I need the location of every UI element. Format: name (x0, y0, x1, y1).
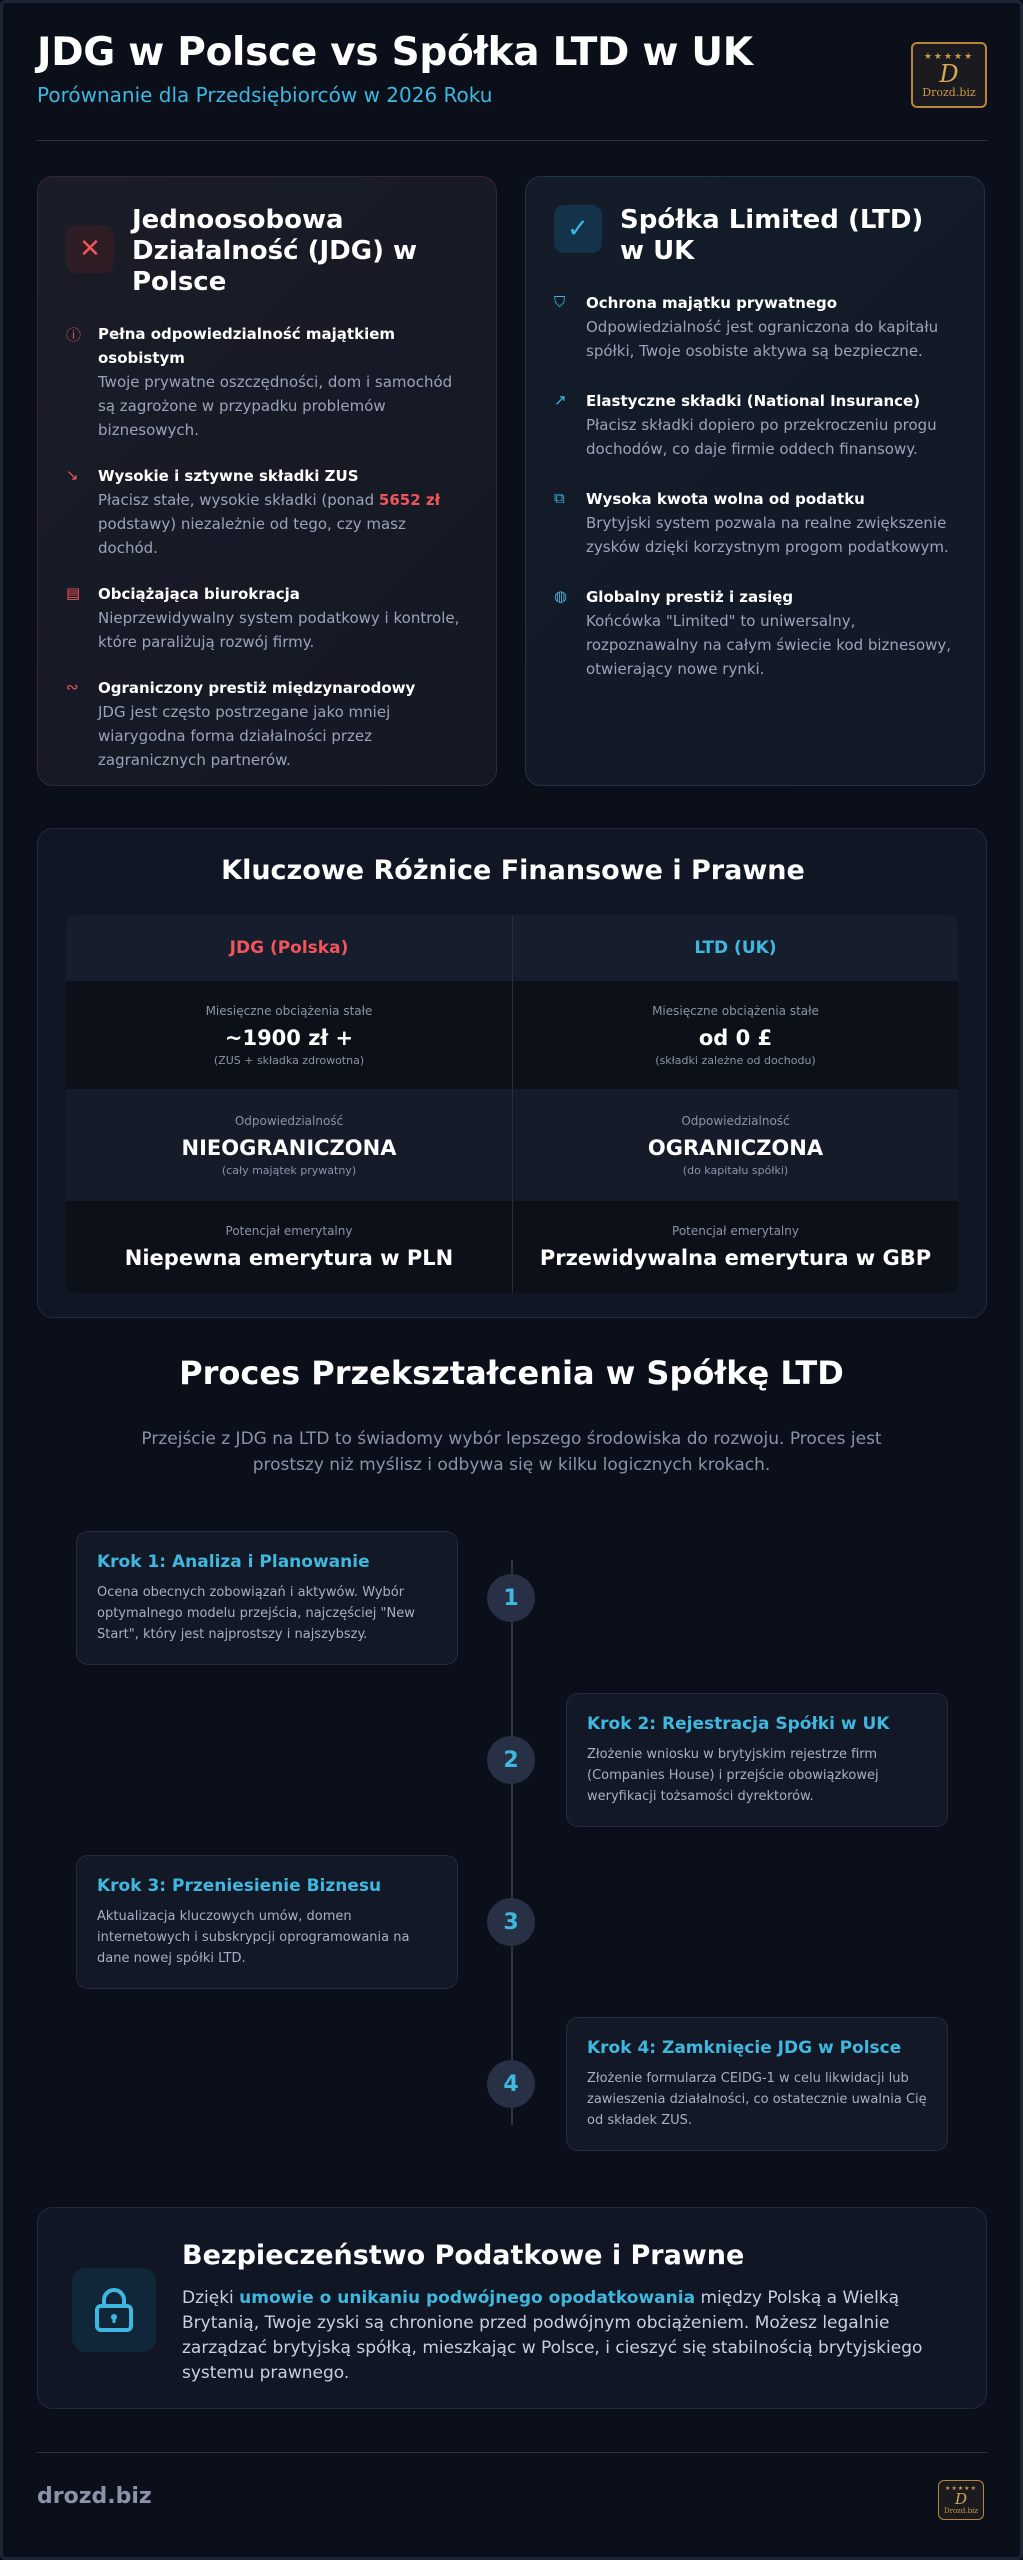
cell-value: Przewidywalna emerytura w GBP (539, 1246, 932, 1270)
cell-value: OGRANICZONA (647, 1135, 824, 1160)
table-cell (512, 1089, 958, 1201)
step-card (76, 1531, 458, 1665)
logo-stars-icon: ★★★★★ (923, 51, 975, 62)
table-header-cell (512, 915, 958, 981)
ltd-item-desc: Płacisz składki dopiero po przekroczeniu progu dochodów, co daje firmie oddech finansowy. (586, 416, 937, 458)
desc-text: podstawy) niezależnie od tego, czy masz dochód. (98, 515, 406, 557)
cell-value: ~1900 zł + (224, 1025, 354, 1050)
brand-logo (911, 42, 987, 108)
desc-text: Dzięki (182, 2288, 240, 2308)
step-title: Krok 3: Przeniesienie Biznesu (97, 1876, 382, 1896)
process-title: Proces Przekształcenia w Spółkę LTD (179, 1354, 844, 1392)
cell-value: Niepewna emerytura w PLN (124, 1246, 454, 1270)
jdg-card-title: Jednoosobowa Działalność (JDG) w Polsce (132, 205, 418, 297)
financial-section (37, 828, 987, 1318)
jdg-item-desc: Nieprzewidywalny system podatkowy i kontrole, które paraliżują rozwój firmy. (98, 609, 460, 651)
table-row (66, 1089, 958, 1201)
jdg-item (66, 676, 468, 772)
table-header-row (66, 915, 958, 981)
ltd-item (554, 291, 956, 363)
footer-divider (37, 2452, 987, 2453)
cell-label: Miesięczne obciążenia stałe (652, 1003, 819, 1018)
cell-label: Odpowiedzialność (681, 1113, 790, 1128)
page-title: JDG w Polsce vs Spółka LTD w UK (37, 30, 753, 75)
security-title: Bezpieczeństwo Podatkowe i Prawne (182, 2240, 745, 2271)
cell-label: Miesięczne obciążenia stałe (205, 1003, 373, 1018)
ltd-item (554, 585, 956, 681)
security-section (37, 2207, 987, 2409)
table-cell (66, 981, 512, 1089)
page-subtitle: Porównanie dla Przedsiębiorców w 2026 Roku (37, 83, 493, 107)
alert-circle-icon: ⓘ (66, 326, 82, 344)
ltd-item-title: Elastyczne składki (National Insurance) (586, 392, 921, 410)
ltd-card-title: Spółka Limited (LTD) w UK (620, 205, 924, 266)
header (37, 30, 987, 140)
ltd-card (525, 176, 985, 786)
lock-icon (72, 2268, 156, 2352)
cell-note: (do kapitału spółki) (682, 1163, 789, 1177)
ltd-card-header (554, 205, 956, 267)
step-title: Krok 1: Analiza i Planowanie (97, 1552, 370, 1572)
trend-up-icon: ↗ (554, 391, 567, 409)
ltd-column-header: LTD (UK) (694, 938, 777, 958)
check-icon: ✓ (554, 205, 602, 253)
jdg-item-title: Ograniczony prestiż międzynarodowy (98, 679, 416, 697)
step-number-badge: 1 (487, 1574, 535, 1622)
table-cell (512, 1201, 958, 1293)
step-card (566, 1693, 948, 1827)
desc-text: Płacisz stałe, wysokie składki (ponad (98, 491, 379, 509)
step-card (76, 1855, 458, 1989)
jdg-item (66, 322, 468, 442)
financial-title: Kluczowe Różnice Finansowe i Prawne (221, 855, 805, 886)
trend-down-icon: ↘ (66, 466, 79, 484)
cell-value: NIEOGRANICZONA (181, 1135, 397, 1160)
footer-brand: drozd.biz (37, 2484, 152, 2509)
handshake-icon: ∾ (66, 678, 79, 696)
table-row (66, 1201, 958, 1293)
step-desc: Aktualizacja kluczowych umów, domen internetowych i subskrypcji oprogramowania na dane nowej spółki LTD. (97, 1909, 410, 1966)
ltd-item-title: Globalny prestiż i zasięg (586, 588, 794, 606)
jdg-item-desc: Twoje prywatne oszczędności, dom i samochód są zagrożone w przypadku problemów biznesowych. (98, 373, 453, 439)
jdg-item-desc (98, 488, 468, 560)
ltd-item-desc: Brytyjski system pozwala na realne zwiększenie zysków dzięki korzystnym progom podatkowym. (586, 514, 949, 556)
cell-value: od 0 £ (698, 1025, 773, 1050)
logo-stars-icon: ★★★★★ (945, 2485, 977, 2492)
process-desc: Przejście z JDG na LTD to świadomy wybór lepszego środowiska do rozwoju. Proces jest prostszy niż myślisz i odbywa się w kilku logicznych krokach. (141, 1429, 882, 1475)
cell-label: Odpowiedzialność (234, 1113, 344, 1128)
footer-logo (938, 2480, 984, 2520)
globe-icon: ◍ (554, 587, 568, 605)
desc-text: między Polską a Wielką Brytanią, Twoje zyski są chronione przed podwójnym obciążeniem. Możesz legalnie zarządzać brytyjską spółką, mieszkając w Polsce, i cieszyć się stabilnością brytyjskiego systemu prawnego. (182, 2288, 923, 2383)
zus-amount-highlight: 5652 zł (378, 491, 441, 509)
step-card (566, 2017, 948, 2151)
step-number-badge: 4 (487, 2060, 535, 2108)
cell-note: (składki zależne od dochodu) (655, 1053, 816, 1067)
table-cell (512, 981, 958, 1089)
security-desc (182, 2286, 952, 2386)
jdg-card-header (66, 205, 468, 298)
table-cell (66, 1201, 512, 1293)
step-number-badge: 3 (487, 1898, 535, 1946)
jdg-column-header: JDG (Polska) (229, 938, 349, 958)
ltd-item-desc: Odpowiedzialność jest ograniczona do kapitału spółki, Twoje osobiste aktywa są bezpieczne. (586, 318, 939, 360)
cell-label: Potencjał emerytalny (672, 1224, 799, 1238)
ltd-item-title: Wysoka kwota wolna od podatku (586, 490, 865, 508)
treaty-highlight: umowie o unikaniu podwójnego opodatkowania (239, 2288, 696, 2308)
logo-text: Drozd.biz (944, 2507, 978, 2515)
jdg-item-title: Wysokie i sztywne składki ZUS (98, 467, 359, 485)
cell-note: (ZUS + składka zdrowotna) (213, 1053, 365, 1067)
jdg-item (66, 464, 468, 560)
cell-label: Potencjał emerytalny (225, 1224, 353, 1238)
coins-icon: ⧉ (554, 489, 565, 507)
ltd-item (554, 389, 956, 461)
jdg-item-title: Obciążająca biurokracja (98, 585, 300, 603)
cell-note: (cały majątek prywatny) (221, 1163, 357, 1177)
shield-icon: ⛉ (554, 293, 566, 311)
logo-text: Drozd.biz (922, 85, 976, 99)
logo-monogram-icon: D (954, 2490, 968, 2508)
jdg-card (37, 176, 497, 786)
step-number-badge: 2 (487, 1736, 535, 1784)
timeline-line (511, 1560, 513, 2125)
step-title: Krok 4: Zamknięcie JDG w Polsce (587, 2038, 902, 2058)
step-title: Krok 2: Rejestracja Spółki w UK (587, 1714, 890, 1734)
document-icon: ▤ (66, 584, 81, 602)
logo-monogram-icon: D (939, 59, 959, 88)
ltd-item (554, 487, 956, 559)
table-cell (66, 1089, 512, 1201)
step-desc: Złożenie formularza CEIDG-1 w celu likwidacji lub zawieszenia działalności, co ostatecznie uwalnia Cię od składek ZUS. (587, 2071, 927, 2128)
step-desc: Ocena obecnych zobowiązań i aktywów. Wybór optymalnego modelu przejścia, najczęściej "New Start", który jest najprostszy i najszybszy. (97, 1585, 415, 1642)
step-desc: Złożenie wniosku w brytyjskim rejestrze firm (Companies House) i przejście obowiązkowej weryfikacji tożsamości dyrektorów. (587, 1747, 879, 1804)
comparison-table (66, 915, 958, 1293)
ltd-item-desc: Końcówka "Limited" to uniwersalny, rozpoznawalny na całym świecie kod biznesowy, otwierający nowe rynki. (586, 612, 952, 678)
header-divider (37, 140, 987, 141)
table-header-cell (66, 915, 512, 981)
ltd-item-title: Ochrona majątku prywatnego (586, 294, 838, 312)
jdg-item (66, 582, 468, 654)
jdg-item-title: Pełna odpowiedzialność majątkiem osobistym (98, 325, 396, 367)
jdg-item-desc: JDG jest często postrzegane jako mniej wiarygodna forma działalności przez zagranicznych partnerów. (98, 703, 391, 769)
table-row (66, 981, 958, 1089)
x-icon: ✕ (66, 225, 114, 273)
